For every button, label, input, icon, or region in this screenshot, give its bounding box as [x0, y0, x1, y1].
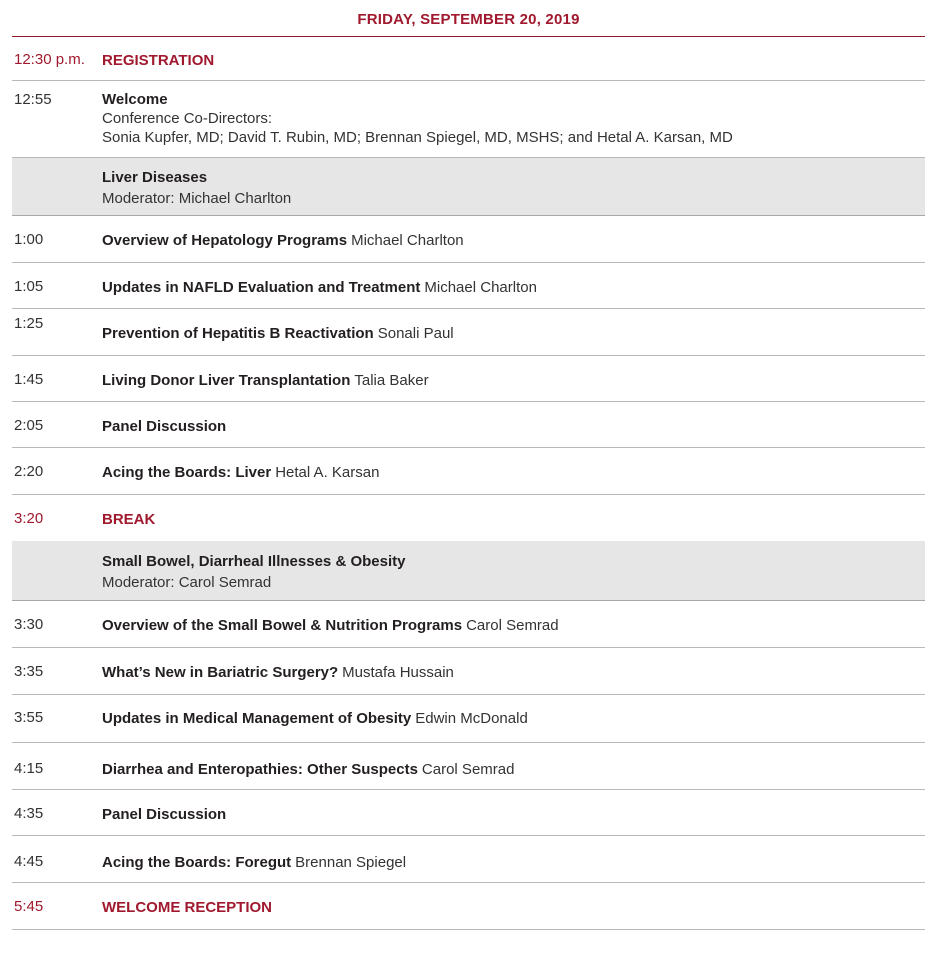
- section-title: Small Bowel, Diarrheal Illnesses & Obesity: [102, 553, 406, 570]
- row-content: [102, 541, 925, 600]
- schedule-row: [12, 356, 925, 402]
- day-header: FRIDAY, SEPTEMBER 20, 2019: [12, 6, 925, 37]
- row-title: REGISTRATION: [102, 52, 215, 69]
- row-time: 1:25: [14, 315, 44, 332]
- row-title: Panel Discussion: [102, 806, 227, 823]
- row-title: Diarrhea and Enteropathies: Other Suspects: [102, 761, 418, 778]
- row-speaker: Michael Charlton: [424, 279, 537, 296]
- schedule-row: [12, 601, 925, 648]
- section-header-liver-diseases: [12, 158, 925, 216]
- row-time: 12:30 p.m.: [14, 51, 85, 68]
- row-title: Updates in NAFLD Evaluation and Treatment: [102, 279, 421, 296]
- schedule-row-welcome-reception: [12, 883, 925, 930]
- row-time: 12:55: [14, 91, 52, 108]
- schedule-row: [12, 648, 925, 695]
- row-title: WELCOME RECEPTION: [102, 899, 273, 916]
- row-content: [102, 790, 925, 835]
- section-moderator: Moderator: Carol Semrad: [102, 574, 272, 591]
- row-title: Acing the Boards: Liver: [102, 464, 272, 481]
- section-moderator: Moderator: Michael Charlton: [102, 190, 292, 207]
- row-title: Updates in Medical Management of Obesity: [102, 710, 412, 727]
- row-content: [102, 601, 925, 647]
- row-time: 1:05: [14, 278, 44, 295]
- row-title: Living Donor Liver Transplantation: [102, 372, 351, 389]
- row-time: 4:15: [14, 760, 44, 777]
- row-title: Welcome: [102, 91, 168, 108]
- row-time: [12, 541, 102, 600]
- row-time: 3:55: [14, 709, 44, 726]
- section-header-small-bowel: [12, 541, 925, 601]
- row-speaker: Edwin McDonald: [415, 710, 528, 727]
- row-title: Prevention of Hepatitis B Reactivation: [102, 325, 374, 342]
- row-content: [102, 648, 925, 694]
- row-content: [102, 836, 925, 882]
- schedule-row: [12, 790, 925, 836]
- schedule-row: [12, 695, 925, 743]
- schedule-row: [12, 402, 925, 448]
- schedule-row: [12, 836, 925, 883]
- schedule-row-welcome: [12, 81, 925, 158]
- row-speaker: Brennan Spiegel: [295, 854, 407, 871]
- row-content: [102, 495, 925, 541]
- row-title: Overview of the Small Bowel & Nutrition Programs: [102, 617, 463, 634]
- row-content: [102, 356, 925, 401]
- row-time: 1:45: [14, 371, 44, 388]
- row-time: 3:20: [14, 510, 44, 527]
- schedule-row: [12, 263, 925, 309]
- row-speaker: Hetal A. Karsan: [275, 464, 380, 481]
- row-time: 2:20: [14, 463, 44, 480]
- row-speaker: Carol Semrad: [421, 761, 515, 778]
- row-time: 4:45: [14, 853, 44, 870]
- row-title: Acing the Boards: Foregut: [102, 854, 292, 871]
- row-speaker: Sonali Paul: [377, 325, 454, 342]
- row-title: Panel Discussion: [102, 418, 227, 435]
- schedule-row-registration: [12, 37, 925, 81]
- row-speaker: Mustafa Hussain: [342, 664, 454, 681]
- row-time: 2:05: [14, 417, 44, 434]
- row-content: [102, 216, 925, 262]
- row-content: [102, 158, 925, 215]
- row-subtitle: Conference Co-Directors:: [102, 110, 273, 127]
- schedule-row: [12, 448, 925, 495]
- row-title: Overview of Hepatology Programs: [102, 232, 348, 249]
- row-time: 5:45: [14, 898, 44, 915]
- schedule-row: [12, 216, 925, 263]
- row-content: [102, 402, 925, 447]
- row-content: [102, 743, 925, 789]
- row-title: What’s New in Bariatric Surgery?: [102, 664, 339, 681]
- schedule-row: [12, 309, 925, 356]
- row-title: BREAK: [102, 511, 156, 528]
- row-time: 3:30: [14, 616, 44, 633]
- schedule-row: [12, 743, 925, 790]
- row-content: [102, 883, 925, 929]
- row-content: [102, 37, 925, 80]
- schedule-table: [12, 37, 925, 930]
- row-time: 3:35: [14, 663, 44, 680]
- row-content: [102, 309, 925, 355]
- row-time: [12, 158, 102, 215]
- row-content: [102, 81, 925, 157]
- row-subtitle: Sonia Kupfer, MD; David T. Rubin, MD; Brennan Spiegel, MD, MSHS; and Hetal A. Karsan, MD: [102, 129, 733, 146]
- row-time: 4:35: [14, 805, 44, 822]
- row-speaker: Talia Baker: [354, 372, 429, 389]
- row-time: 1:00: [14, 231, 44, 248]
- row-content: [102, 448, 925, 494]
- row-speaker: Carol Semrad: [466, 617, 559, 634]
- row-content: [102, 695, 925, 742]
- schedule-row-break: [12, 495, 925, 541]
- section-title: Liver Diseases: [102, 169, 208, 186]
- row-speaker: Michael Charlton: [351, 232, 464, 249]
- row-content: [102, 263, 925, 308]
